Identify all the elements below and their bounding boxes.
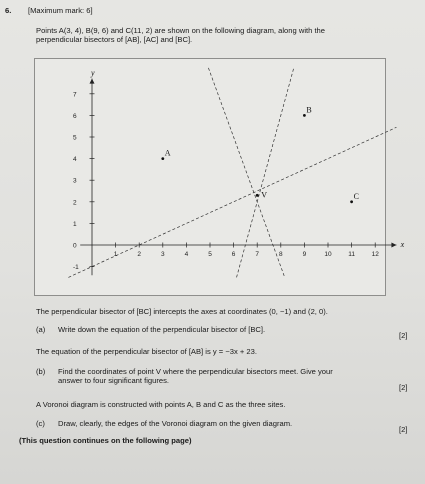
part-b-text-2: answer to four significant figures. xyxy=(58,376,170,385)
intro-line-2: perpendicular bisectors of [AB], [AC] and [BC]. xyxy=(36,35,193,44)
x-axis-arrow xyxy=(391,243,396,248)
perp-bisector-AB-line xyxy=(208,68,284,278)
y-tick-label: 2 xyxy=(73,199,77,207)
part-c-text: Draw, clearly, the edges of the Voronoi diagram on the given diagram. xyxy=(58,419,293,428)
diagram-svg xyxy=(35,59,405,295)
coordinate-diagram xyxy=(34,58,405,296)
part-b-mark: [2] xyxy=(399,383,408,392)
intro-line-1: Points A(3, 4), B(9, 6) and C(11, 2) are shown on the following diagram, along with the xyxy=(36,26,325,35)
point-a-label: A xyxy=(164,148,171,158)
perp-bisector-AC-line xyxy=(237,68,294,278)
part-c-mark: [2] xyxy=(399,425,408,434)
x-tick-label: 5 xyxy=(208,251,212,258)
part-a-label: (a) xyxy=(36,325,46,334)
y-tick-label: 3 xyxy=(73,177,77,185)
y-tick-label: 6 xyxy=(73,112,77,120)
origin-label: 0 xyxy=(73,242,77,250)
y-tick-label: 7 xyxy=(73,91,77,99)
part-c-label: (c) xyxy=(36,419,45,428)
y-tick-label: -1 xyxy=(73,264,79,272)
part-b-label: (b) xyxy=(36,367,46,376)
x-tick-label: 7 xyxy=(255,251,260,258)
intercept-statement: The perpendicular bisector of [BC] intercepts the axes at coordinates (0, −1) and (2, 0). xyxy=(36,307,328,316)
continues-note: (This question continues on the following page) xyxy=(19,436,192,445)
x-tick-label: 9 xyxy=(302,251,307,258)
y-axis-label: y xyxy=(91,68,95,78)
point-v-marker xyxy=(256,194,259,197)
y-tick-label: 5 xyxy=(73,134,77,142)
point-b-label: B xyxy=(306,105,312,115)
x-tick-label: 8 xyxy=(278,251,283,258)
x-tick-label: 4 xyxy=(184,251,189,258)
y-tick-label: 4 xyxy=(73,156,77,164)
x-tick-label: 2 xyxy=(137,251,142,258)
question-number: 6. xyxy=(5,6,12,15)
part-a-text: Write down the equation of the perpendicular bisector of [BC]. xyxy=(58,325,266,334)
point-c-label: C xyxy=(353,191,359,201)
part-b-text-1: Find the coordinates of point V where the perpendicular bisectors meet. Give your xyxy=(58,367,333,376)
voronoi-statement: A Voronoi diagram is constructed with points A, B and C as the three sites. xyxy=(36,400,286,409)
x-tick-label: 10 xyxy=(324,251,332,258)
y-axis-arrow xyxy=(90,79,95,84)
point-v-label: V xyxy=(261,190,267,200)
point-b-marker xyxy=(303,114,306,117)
point-c-marker xyxy=(350,200,353,203)
x-tick-label: 11 xyxy=(348,251,355,258)
point-a-marker xyxy=(161,157,164,160)
x-tick-label: 3 xyxy=(160,251,165,258)
x-tick-label: 12 xyxy=(371,251,379,258)
ab-bisector-statement: The equation of the perpendicular bisector of [AB] is y = −3x + 23. xyxy=(36,347,257,356)
part-a-mark: [2] xyxy=(399,331,408,340)
y-tick-label: 1 xyxy=(73,220,77,228)
x-tick-label: 6 xyxy=(231,251,236,258)
x-axis-label: x xyxy=(400,240,405,249)
x-tick-label: 1 xyxy=(113,251,118,258)
max-mark: [Maximum mark: 6] xyxy=(28,6,93,15)
